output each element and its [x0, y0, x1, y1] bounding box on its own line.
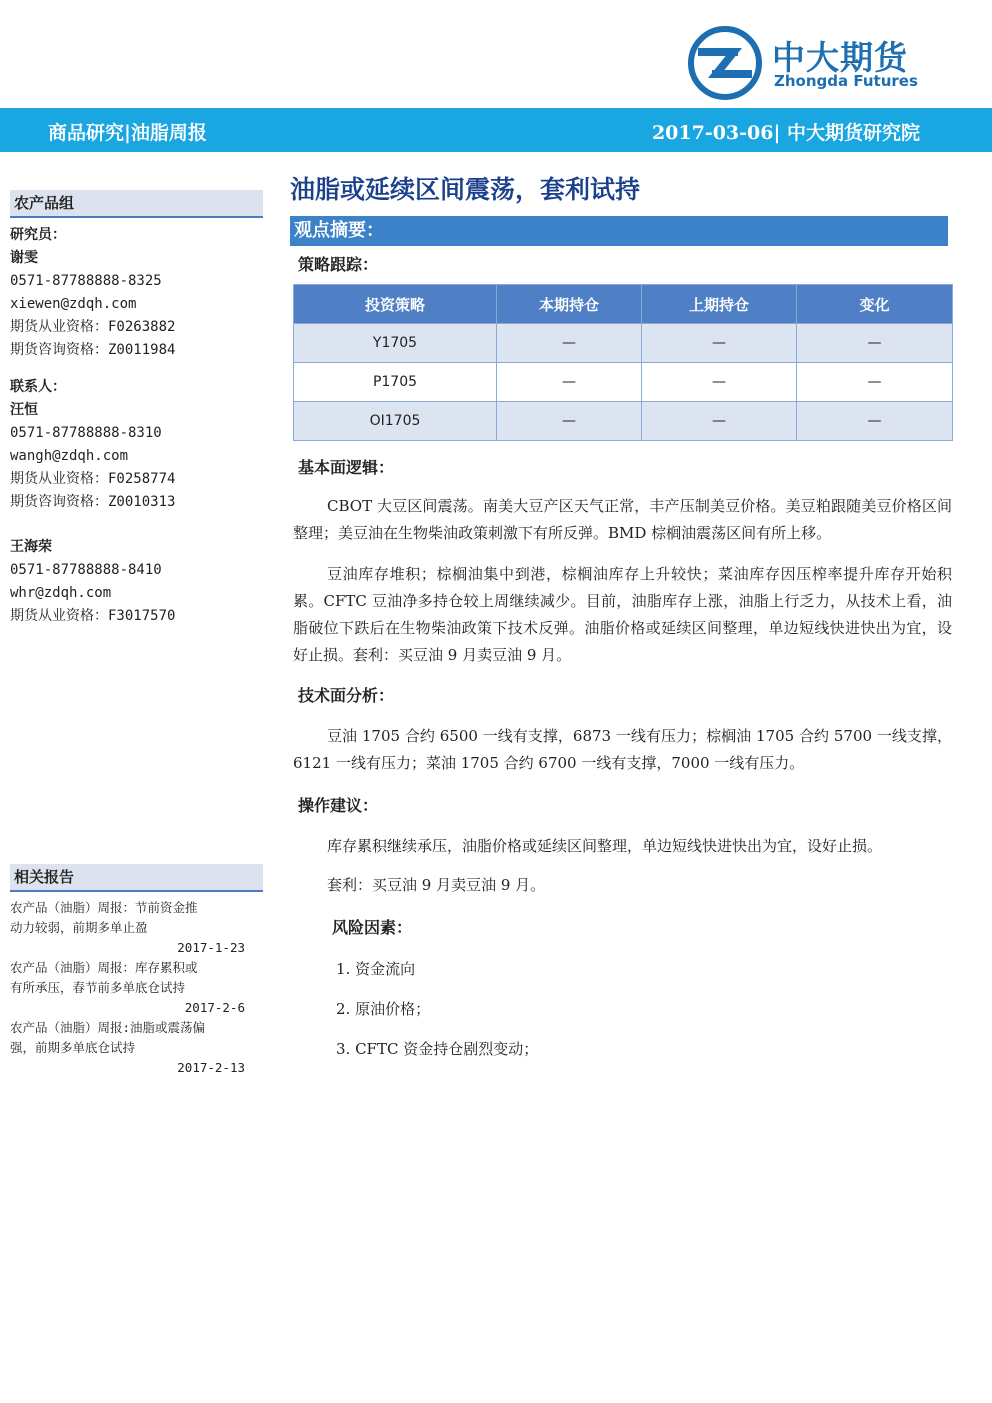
sidebar-analysts: [10, 190, 263, 628]
operation-heading: 操作建议：: [298, 796, 379, 815]
table-row: [294, 402, 953, 441]
contact-name: 王海荣: [10, 539, 52, 555]
report-title-line[interactable]: 有所承压，春节前多单底仓试持: [10, 980, 186, 995]
report-title-line[interactable]: 农产品（油脂）周报:油脂或震荡偏: [10, 1020, 206, 1035]
researcher-email[interactable]: xiewen@zdqh.com: [10, 296, 137, 312]
table-cell: Y1705: [294, 324, 497, 363]
table-cell: —: [497, 402, 642, 441]
table-cell: OI1705: [294, 402, 497, 441]
company-logo: [688, 26, 938, 100]
contact-name: 汪恒: [10, 402, 38, 418]
risk-heading: 风险因素：: [332, 918, 413, 937]
researcher-license-consult: 期货咨询资格：Z0011984: [10, 342, 176, 358]
table-header-cell: 变化: [797, 285, 953, 324]
operation-arbitrage: 套利：买豆油 9 月卖豆油 9 月。: [327, 876, 546, 894]
report-category: 商品研究|油脂周报: [48, 122, 207, 144]
table-row: [294, 324, 953, 363]
report-title-line[interactable]: 农产品（油脂）周报：节前资金推: [10, 900, 198, 915]
contacts-label: 联系人：: [10, 379, 66, 395]
group-title: 农产品组: [10, 190, 263, 218]
table-cell: —: [642, 324, 797, 363]
contact-license-practice: 期货从业资格：F3017570: [10, 608, 176, 624]
table-cell: —: [797, 402, 953, 441]
technical-heading: 技术面分析：: [298, 686, 395, 705]
fundamental-heading: 基本面逻辑：: [298, 458, 395, 477]
summary-bar: 观点摘要：: [290, 216, 948, 246]
report-date: 2017-2-13: [177, 1060, 245, 1075]
report-title-line[interactable]: 农产品（油脂）周报：库存累积或: [10, 960, 198, 975]
researcher-phone: 0571-87788888-8325: [10, 273, 162, 289]
contact-email[interactable]: wangh@zdqh.com: [10, 448, 129, 464]
table-cell: —: [497, 324, 642, 363]
report-title-line[interactable]: 动力较弱，前期多单止盈: [10, 920, 148, 935]
fundamental-paragraph: 豆油库存堆积；棕榈油集中到港，棕榈油库存上升较快；菜油库存因压榨率提升库存开始积累。CFTC 豆油净多持仓较上周继续减少。目前，油脂库存上涨，油脂上行乏力，从技术上看，油脂破位下跌后在生物柴油政策下技术反弹。油脂价格或延续区间整理，单边短线快进快出为宜，设好止损。套利：买豆油 9 月卖豆油 9 月。: [293, 565, 952, 664]
table-cell: —: [642, 402, 797, 441]
report-date: 2017-2-6: [184, 1000, 245, 1015]
table-cell: —: [642, 363, 797, 402]
operation-paragraph: 库存累积继续承压，油脂价格或延续区间整理，单边短线快进快出为宜，设好止损。: [327, 837, 883, 855]
table-cell: P1705: [294, 363, 497, 402]
strategy-table: [293, 284, 953, 441]
report-title-line[interactable]: 强，前期多单底仓试持: [10, 1040, 136, 1055]
table-header-row: [294, 285, 953, 324]
table-row: [294, 363, 953, 402]
contact-email[interactable]: whr@zdqh.com: [10, 585, 112, 601]
main-content: [290, 170, 952, 1069]
technical-paragraph: 豆油 1705 合约 6500 一线有支撑，6873 一线有压力；棕榈油 1705 合约 5700 一线支撑，6121 一线有压力；菜油 1705 合约 6700 一线有支撑，7000 一线有压力。: [293, 727, 952, 772]
logo-name-cn: 中大期货: [772, 38, 908, 77]
fundamental-paragraph: CBOT 大豆区间震荡。南美大豆产区天气正常，丰产压制美豆价格。美豆粕跟随美豆价格区间整理；美豆油在生物柴油政策刺激下有所反弹。BMD 棕榈油震荡区间有所上移。: [293, 497, 952, 542]
sidebar-related-reports: [10, 864, 263, 1078]
header-bar: [0, 108, 992, 152]
table-cell: —: [497, 363, 642, 402]
list-item: 2. 原油价格；: [336, 1000, 431, 1018]
contact-license-consult: 期货咨询资格：Z0010313: [10, 494, 176, 510]
table-header-cell: 本期持仓: [497, 285, 642, 324]
logo-name-en: Zhongda Futures: [774, 72, 918, 90]
table-cell: —: [797, 363, 953, 402]
table-cell: —: [797, 324, 953, 363]
related-reports-title: 相关报告: [10, 864, 263, 892]
report-date: 2017-1-23: [177, 940, 245, 955]
strategy-heading: 策略跟踪：: [298, 255, 379, 274]
researcher-name: 谢雯: [10, 250, 38, 266]
researcher-license-practice: 期货从业资格：F0263882: [10, 319, 176, 335]
contact-phone: 0571-87788888-8410: [10, 562, 162, 578]
list-item: 3. CFTC 资金持仓剧烈变动；: [336, 1040, 539, 1058]
researcher-label: 研究员：: [10, 227, 66, 243]
list-item: 1. 资金流向: [336, 960, 416, 978]
table-header-cell: 上期持仓: [642, 285, 797, 324]
table-header-cell: 投资策略: [294, 285, 497, 324]
logo-mark-icon: [688, 26, 762, 100]
contact-phone: 0571-87788888-8310: [10, 425, 162, 441]
contact-license-practice: 期货从业资格：F0258774: [10, 471, 176, 487]
risk-list: [290, 949, 952, 1069]
document-title: 油脂或延续区间震荡，套利试持: [290, 175, 641, 204]
report-date-institute: 2017-03-06| 中大期货研究院: [651, 122, 920, 144]
